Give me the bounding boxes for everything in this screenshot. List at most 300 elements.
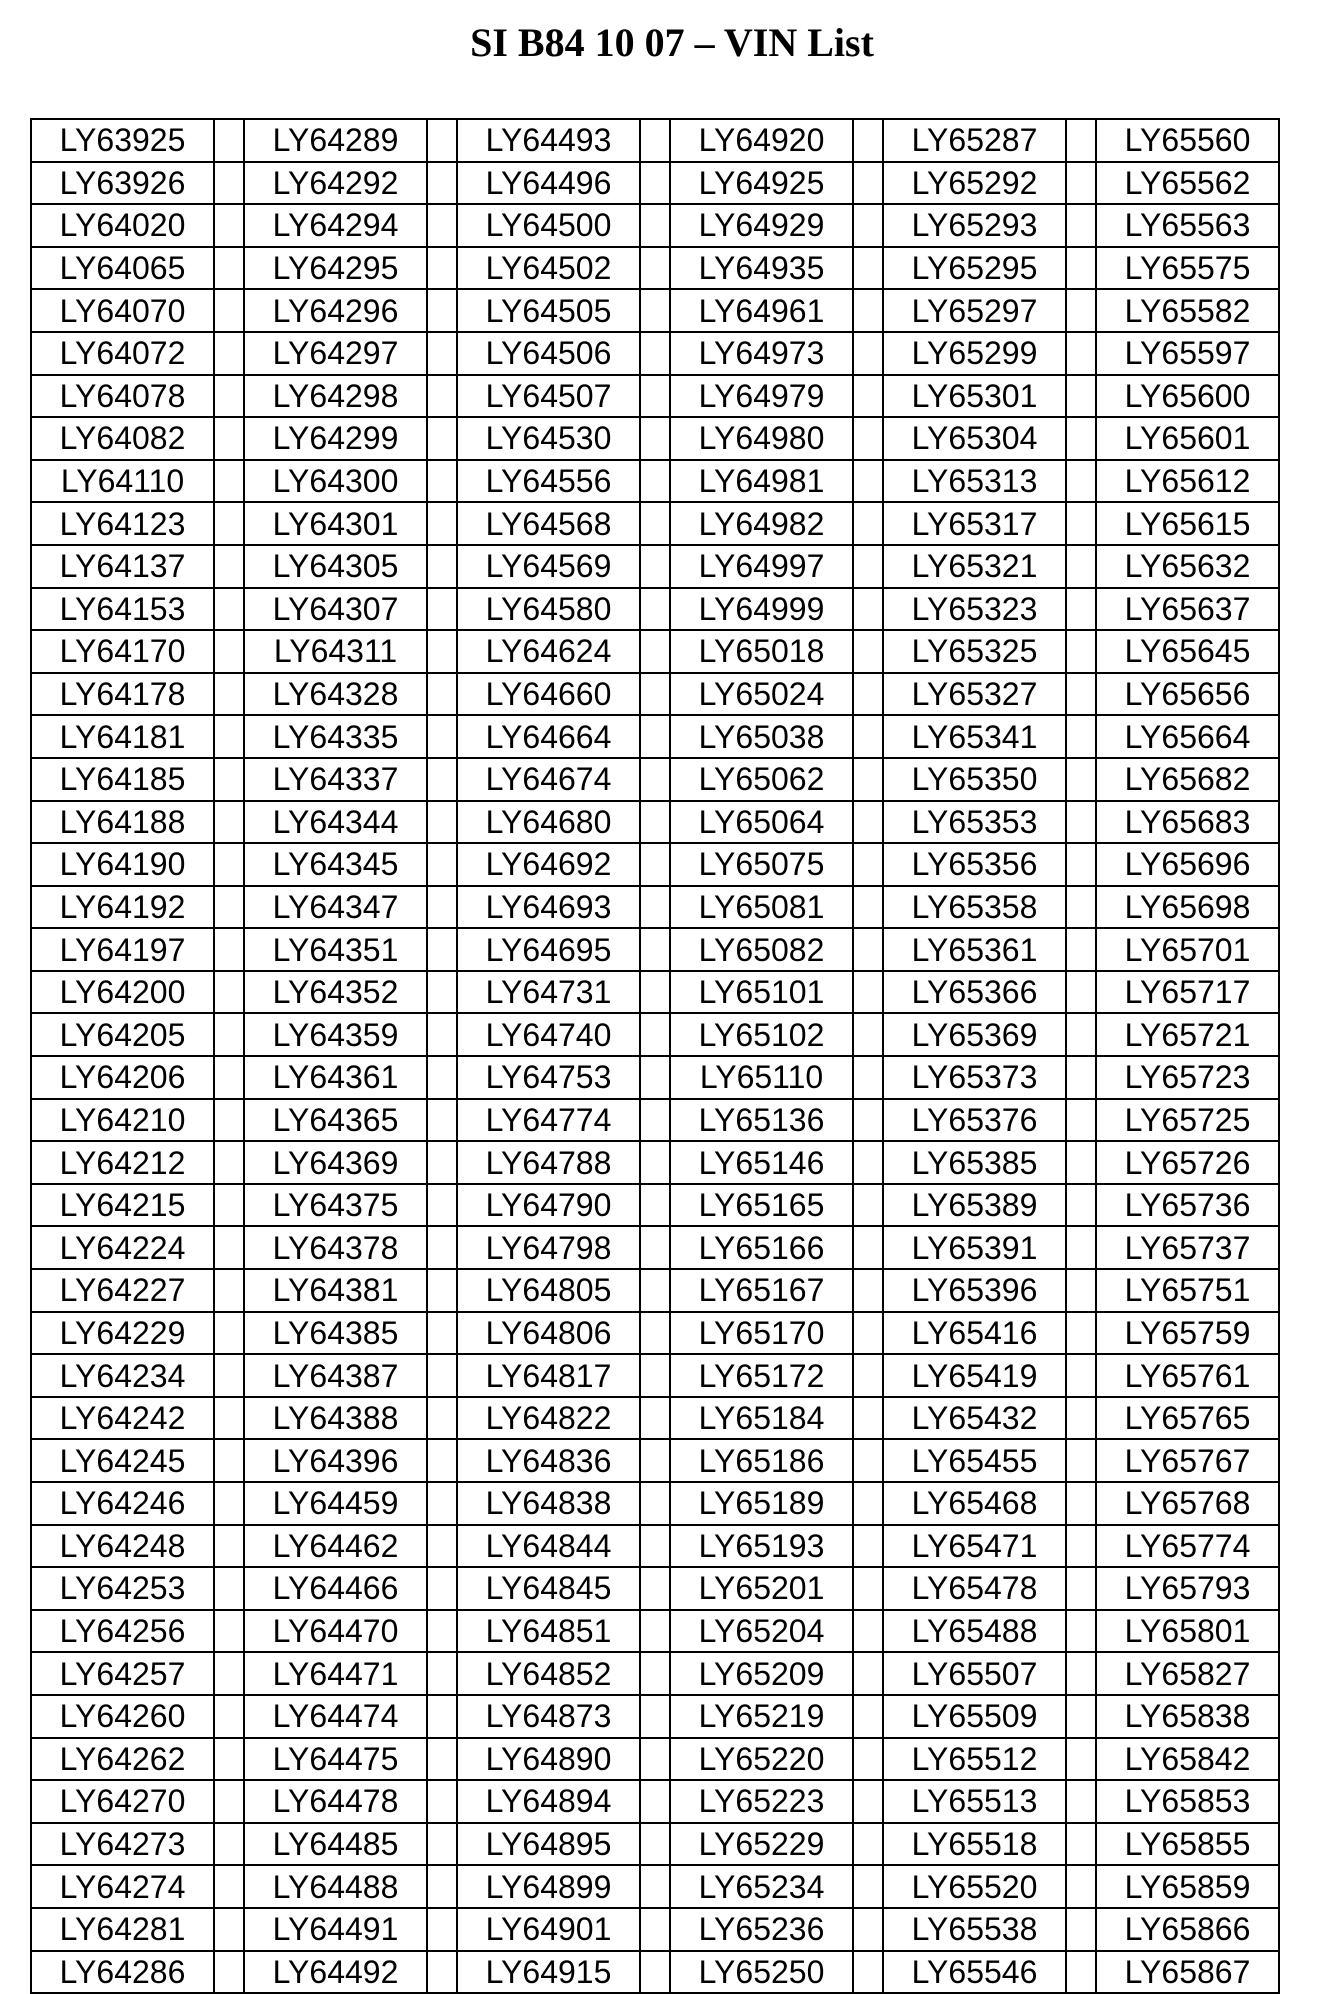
- vin-cell: LY64997: [670, 545, 853, 588]
- table-row: [31, 928, 1279, 971]
- spacer-cell: [853, 801, 883, 844]
- spacer-cell: [853, 332, 883, 375]
- spacer-cell: [427, 247, 457, 290]
- vin-cell: LY65751: [1096, 1269, 1279, 1312]
- spacer-cell: [640, 1226, 670, 1269]
- spacer-cell: [1066, 502, 1096, 545]
- spacer-cell: [427, 1610, 457, 1653]
- vin-cell: LY65323: [883, 588, 1066, 631]
- vin-cell: LY65299: [883, 332, 1066, 375]
- spacer-cell: [1066, 1610, 1096, 1653]
- vin-cell: LY65725: [1096, 1099, 1279, 1142]
- vin-cell: LY65373: [883, 1056, 1066, 1099]
- vin-cell: LY65165: [670, 1184, 853, 1227]
- spacer-cell: [1066, 1482, 1096, 1525]
- table-row: [31, 417, 1279, 460]
- spacer-cell: [853, 928, 883, 971]
- vin-cell: LY64485: [244, 1823, 427, 1866]
- table-row: [31, 162, 1279, 205]
- spacer-cell: [427, 289, 457, 332]
- vin-cell: LY65204: [670, 1610, 853, 1653]
- table-row: [31, 715, 1279, 758]
- spacer-cell: [427, 1141, 457, 1184]
- vin-cell: LY64556: [457, 460, 640, 503]
- table-row: [31, 588, 1279, 631]
- spacer-cell: [640, 1951, 670, 1994]
- vin-cell: LY64344: [244, 801, 427, 844]
- spacer-cell: [853, 1567, 883, 1610]
- spacer-cell: [853, 1397, 883, 1440]
- spacer-cell: [1066, 1695, 1096, 1738]
- vin-cell: LY65209: [670, 1652, 853, 1695]
- spacer-cell: [214, 375, 244, 418]
- page-title: SI B84 10 07 – VIN List: [470, 20, 874, 65]
- spacer-cell: [640, 545, 670, 588]
- spacer-cell: [427, 204, 457, 247]
- vin-cell: LY64281: [31, 1908, 214, 1951]
- vin-cell: LY64351: [244, 928, 427, 971]
- vin-cell: LY64300: [244, 460, 427, 503]
- vin-cell: LY64256: [31, 1610, 214, 1653]
- spacer-cell: [427, 758, 457, 801]
- vin-cell: LY64660: [457, 673, 640, 716]
- table-row: [31, 545, 1279, 588]
- spacer-cell: [427, 886, 457, 929]
- spacer-cell: [427, 1184, 457, 1227]
- table-row: [31, 1695, 1279, 1738]
- vin-cell: LY65219: [670, 1695, 853, 1738]
- spacer-cell: [214, 1610, 244, 1653]
- spacer-cell: [853, 1780, 883, 1823]
- vin-cell: LY64307: [244, 588, 427, 631]
- vin-cell: LY65024: [670, 673, 853, 716]
- spacer-cell: [214, 843, 244, 886]
- vin-cell: LY64078: [31, 375, 214, 418]
- spacer-cell: [640, 119, 670, 162]
- vin-cell: LY64123: [31, 502, 214, 545]
- vin-cell: LY65166: [670, 1226, 853, 1269]
- spacer-cell: [853, 1354, 883, 1397]
- vin-cell: LY65612: [1096, 460, 1279, 503]
- vin-cell: LY64753: [457, 1056, 640, 1099]
- table-row: [31, 375, 1279, 418]
- vin-cell: LY64901: [457, 1908, 640, 1951]
- vin-cell: LY65468: [883, 1482, 1066, 1525]
- vin-cell: LY64899: [457, 1865, 640, 1908]
- spacer-cell: [427, 1738, 457, 1781]
- vin-cell: LY64227: [31, 1269, 214, 1312]
- vin-cell: LY64292: [244, 162, 427, 205]
- vin-cell: LY64352: [244, 971, 427, 1014]
- spacer-cell: [214, 1141, 244, 1184]
- vin-cell: LY64492: [244, 1951, 427, 1994]
- vin-cell: LY64190: [31, 843, 214, 886]
- spacer-cell: [214, 1951, 244, 1994]
- spacer-cell: [853, 1610, 883, 1653]
- spacer-cell: [640, 1312, 670, 1355]
- spacer-cell: [640, 1865, 670, 1908]
- spacer-cell: [427, 162, 457, 205]
- spacer-cell: [1066, 1312, 1096, 1355]
- spacer-cell: [214, 1397, 244, 1440]
- vin-cell: LY65866: [1096, 1908, 1279, 1951]
- spacer-cell: [853, 758, 883, 801]
- vin-cell: LY65488: [883, 1610, 1066, 1653]
- vin-cell: LY64788: [457, 1141, 640, 1184]
- spacer-cell: [214, 971, 244, 1014]
- vin-cell: LY64020: [31, 204, 214, 247]
- vin-cell: LY65455: [883, 1439, 1066, 1482]
- spacer-cell: [640, 1695, 670, 1738]
- vin-cell: LY64838: [457, 1482, 640, 1525]
- vin-cell: LY64980: [670, 417, 853, 460]
- vin-cell: LY64210: [31, 1099, 214, 1142]
- spacer-cell: [1066, 162, 1096, 205]
- vin-cell: LY64262: [31, 1738, 214, 1781]
- vin-cell: LY64836: [457, 1439, 640, 1482]
- vin-cell: LY63925: [31, 119, 214, 162]
- table-row: [31, 1184, 1279, 1227]
- vin-cell: LY65358: [883, 886, 1066, 929]
- vin-cell: LY64568: [457, 502, 640, 545]
- vin-cell: LY64500: [457, 204, 640, 247]
- vin-cell: LY65327: [883, 673, 1066, 716]
- spacer-cell: [427, 332, 457, 375]
- spacer-cell: [640, 1013, 670, 1056]
- table-row: [31, 502, 1279, 545]
- vin-cell: LY65701: [1096, 928, 1279, 971]
- vin-cell: LY64890: [457, 1738, 640, 1781]
- vin-cell: LY64507: [457, 375, 640, 418]
- vin-cell: LY64851: [457, 1610, 640, 1653]
- vin-cell: LY65292: [883, 162, 1066, 205]
- spacer-cell: [427, 588, 457, 631]
- vin-cell: LY65538: [883, 1908, 1066, 1951]
- vin-cell: LY65369: [883, 1013, 1066, 1056]
- spacer-cell: [640, 1397, 670, 1440]
- vin-cell: LY65698: [1096, 886, 1279, 929]
- spacer-cell: [214, 758, 244, 801]
- vin-cell: LY65193: [670, 1525, 853, 1568]
- spacer-cell: [214, 715, 244, 758]
- table-row: [31, 1312, 1279, 1355]
- vin-cell: LY65471: [883, 1525, 1066, 1568]
- vin-cell: LY64365: [244, 1099, 427, 1142]
- vin-cell: LY64396: [244, 1439, 427, 1482]
- vin-cell: LY65615: [1096, 502, 1279, 545]
- vin-cell: LY65723: [1096, 1056, 1279, 1099]
- vin-cell: LY65761: [1096, 1354, 1279, 1397]
- vin-cell: LY64806: [457, 1312, 640, 1355]
- vin-cell: LY64459: [244, 1482, 427, 1525]
- vin-cell: LY64345: [244, 843, 427, 886]
- vin-cell: LY64301: [244, 502, 427, 545]
- vin-cell: LY64664: [457, 715, 640, 758]
- vin-cell: LY65082: [670, 928, 853, 971]
- spacer-cell: [214, 1567, 244, 1610]
- spacer-cell: [853, 971, 883, 1014]
- spacer-cell: [214, 119, 244, 162]
- vin-cell: LY65287: [883, 119, 1066, 162]
- spacer-cell: [427, 1099, 457, 1142]
- spacer-cell: [853, 673, 883, 716]
- table-row: [31, 1567, 1279, 1610]
- vin-cell: LY65768: [1096, 1482, 1279, 1525]
- spacer-cell: [427, 1439, 457, 1482]
- vin-cell: LY64920: [670, 119, 853, 162]
- spacer-cell: [640, 758, 670, 801]
- vin-cell: LY64197: [31, 928, 214, 971]
- table-row: [31, 1013, 1279, 1056]
- vin-cell: LY64999: [670, 588, 853, 631]
- vin-cell: LY64082: [31, 417, 214, 460]
- spacer-cell: [640, 1525, 670, 1568]
- table-row: [31, 1738, 1279, 1781]
- vin-cell: LY64335: [244, 715, 427, 758]
- vin-cell: LY64466: [244, 1567, 427, 1610]
- vin-cell: LY64257: [31, 1652, 214, 1695]
- spacer-cell: [853, 1695, 883, 1738]
- spacer-cell: [640, 460, 670, 503]
- vin-cell: LY64817: [457, 1354, 640, 1397]
- spacer-cell: [1066, 1823, 1096, 1866]
- spacer-cell: [853, 1951, 883, 1994]
- vin-cell: LY64296: [244, 289, 427, 332]
- spacer-cell: [853, 247, 883, 290]
- vin-cell: LY65582: [1096, 289, 1279, 332]
- vin-cell: LY65350: [883, 758, 1066, 801]
- vin-cell: LY65167: [670, 1269, 853, 1312]
- vin-cell: LY65172: [670, 1354, 853, 1397]
- vin-cell: LY64297: [244, 332, 427, 375]
- vin-cell: LY65600: [1096, 375, 1279, 418]
- spacer-cell: [853, 1865, 883, 1908]
- vin-cell: LY64798: [457, 1226, 640, 1269]
- vin-cell: LY64347: [244, 886, 427, 929]
- spacer-cell: [853, 1823, 883, 1866]
- spacer-cell: [214, 1226, 244, 1269]
- spacer-cell: [640, 1354, 670, 1397]
- spacer-cell: [1066, 1908, 1096, 1951]
- vin-cell: LY65774: [1096, 1525, 1279, 1568]
- spacer-cell: [427, 1951, 457, 1994]
- vin-cell: LY65682: [1096, 758, 1279, 801]
- spacer-cell: [853, 1652, 883, 1695]
- vin-cell: LY64369: [244, 1141, 427, 1184]
- spacer-cell: [427, 630, 457, 673]
- vin-cell: LY64359: [244, 1013, 427, 1056]
- spacer-cell: [853, 545, 883, 588]
- vin-cell: LY65250: [670, 1951, 853, 1994]
- vin-cell: LY64215: [31, 1184, 214, 1227]
- table-row: [31, 1397, 1279, 1440]
- vin-cell: LY64530: [457, 417, 640, 460]
- vin-cell: LY64065: [31, 247, 214, 290]
- vin-cell: LY64375: [244, 1184, 427, 1227]
- spacer-cell: [427, 928, 457, 971]
- vin-cell: LY65184: [670, 1397, 853, 1440]
- vin-cell: LY64305: [244, 545, 427, 588]
- spacer-cell: [640, 1439, 670, 1482]
- spacer-cell: [640, 843, 670, 886]
- spacer-cell: [1066, 1567, 1096, 1610]
- vin-cell: LY65419: [883, 1354, 1066, 1397]
- spacer-cell: [1066, 119, 1096, 162]
- vin-cell: LY65853: [1096, 1780, 1279, 1823]
- vin-cell: LY65513: [883, 1780, 1066, 1823]
- spacer-cell: [640, 332, 670, 375]
- vin-cell: LY65391: [883, 1226, 1066, 1269]
- table-row: [31, 460, 1279, 503]
- table-row: [31, 119, 1279, 162]
- vin-cell: LY65064: [670, 801, 853, 844]
- vin-cell: LY64072: [31, 332, 214, 375]
- spacer-cell: [427, 1567, 457, 1610]
- spacer-cell: [427, 1865, 457, 1908]
- vin-cell: LY64502: [457, 247, 640, 290]
- spacer-cell: [853, 1439, 883, 1482]
- spacer-cell: [1066, 588, 1096, 631]
- spacer-cell: [640, 588, 670, 631]
- table-row: [31, 630, 1279, 673]
- table-row: [31, 673, 1279, 716]
- spacer-cell: [214, 1013, 244, 1056]
- spacer-cell: [640, 673, 670, 716]
- vin-cell: LY65301: [883, 375, 1066, 418]
- spacer-cell: [853, 843, 883, 886]
- spacer-cell: [1066, 1269, 1096, 1312]
- spacer-cell: [853, 1013, 883, 1056]
- vin-cell: LY65236: [670, 1908, 853, 1951]
- spacer-cell: [640, 1099, 670, 1142]
- vin-cell: LY64774: [457, 1099, 640, 1142]
- spacer-cell: [1066, 1141, 1096, 1184]
- vin-cell: LY65765: [1096, 1397, 1279, 1440]
- spacer-cell: [427, 1354, 457, 1397]
- spacer-cell: [1066, 247, 1096, 290]
- table-row: [31, 886, 1279, 929]
- table-row: [31, 1525, 1279, 1568]
- spacer-cell: [853, 1525, 883, 1568]
- spacer-cell: [853, 1056, 883, 1099]
- vin-cell: LY64506: [457, 332, 640, 375]
- vin-cell: LY64245: [31, 1439, 214, 1482]
- spacer-cell: [640, 247, 670, 290]
- spacer-cell: [640, 502, 670, 545]
- vin-cell: LY65018: [670, 630, 853, 673]
- vin-cell: LY65793: [1096, 1567, 1279, 1610]
- spacer-cell: [214, 1056, 244, 1099]
- vin-cell: LY65512: [883, 1738, 1066, 1781]
- vin-cell: LY65101: [670, 971, 853, 1014]
- vin-cell: LY65313: [883, 460, 1066, 503]
- vin-cell: LY64973: [670, 332, 853, 375]
- spacer-cell: [427, 1269, 457, 1312]
- spacer-cell: [853, 162, 883, 205]
- spacer-cell: [214, 1525, 244, 1568]
- spacer-cell: [427, 673, 457, 716]
- spacer-cell: [640, 1482, 670, 1525]
- spacer-cell: [214, 928, 244, 971]
- spacer-cell: [214, 673, 244, 716]
- spacer-cell: [1066, 1226, 1096, 1269]
- vin-cell: LY65110: [670, 1056, 853, 1099]
- vin-cell: LY65353: [883, 801, 1066, 844]
- vin-cell: LY64229: [31, 1312, 214, 1355]
- vin-cell: LY64328: [244, 673, 427, 716]
- spacer-cell: [1066, 1056, 1096, 1099]
- vin-cell: LY64361: [244, 1056, 427, 1099]
- vin-cell: LY65759: [1096, 1312, 1279, 1355]
- spacer-cell: [640, 375, 670, 418]
- vin-cell: LY65509: [883, 1695, 1066, 1738]
- spacer-cell: [640, 1823, 670, 1866]
- spacer-cell: [1066, 289, 1096, 332]
- spacer-cell: [640, 417, 670, 460]
- spacer-cell: [640, 1056, 670, 1099]
- spacer-cell: [427, 545, 457, 588]
- table-row: [31, 332, 1279, 375]
- vin-cell: LY64740: [457, 1013, 640, 1056]
- spacer-cell: [214, 1099, 244, 1142]
- vin-cell: LY64693: [457, 886, 640, 929]
- spacer-cell: [427, 843, 457, 886]
- vin-cell: LY64137: [31, 545, 214, 588]
- spacer-cell: [853, 204, 883, 247]
- vin-cell: LY64299: [244, 417, 427, 460]
- spacer-cell: [1066, 1865, 1096, 1908]
- spacer-cell: [214, 588, 244, 631]
- spacer-cell: [853, 1908, 883, 1951]
- spacer-cell: [427, 1312, 457, 1355]
- vin-cell: LY65293: [883, 204, 1066, 247]
- spacer-cell: [1066, 1738, 1096, 1781]
- spacer-cell: [427, 1823, 457, 1866]
- vin-cell: LY64470: [244, 1610, 427, 1653]
- vin-cell: LY65518: [883, 1823, 1066, 1866]
- spacer-cell: [214, 1823, 244, 1866]
- vin-cell: LY64844: [457, 1525, 640, 1568]
- spacer-cell: [640, 715, 670, 758]
- vin-cell: LY65637: [1096, 588, 1279, 631]
- vin-cell: LY65563: [1096, 204, 1279, 247]
- vin-cell: LY65838: [1096, 1695, 1279, 1738]
- vin-cell: LY64224: [31, 1226, 214, 1269]
- table-row: [31, 1865, 1279, 1908]
- table-row: [31, 289, 1279, 332]
- vin-cell: LY65102: [670, 1013, 853, 1056]
- spacer-cell: [853, 630, 883, 673]
- vin-cell: LY65170: [670, 1312, 853, 1355]
- vin-cell: LY64580: [457, 588, 640, 631]
- vin-cell: LY64181: [31, 715, 214, 758]
- spacer-cell: [640, 971, 670, 1014]
- spacer-cell: [214, 1908, 244, 1951]
- vin-cell: LY64295: [244, 247, 427, 290]
- spacer-cell: [427, 460, 457, 503]
- spacer-cell: [1066, 1951, 1096, 1994]
- vin-cell: LY65597: [1096, 332, 1279, 375]
- spacer-cell: [1066, 204, 1096, 247]
- spacer-cell: [853, 289, 883, 332]
- spacer-cell: [640, 1780, 670, 1823]
- spacer-cell: [853, 1226, 883, 1269]
- vin-cell: LY64731: [457, 971, 640, 1014]
- spacer-cell: [214, 332, 244, 375]
- vin-cell: LY65767: [1096, 1439, 1279, 1482]
- spacer-cell: [427, 971, 457, 1014]
- spacer-cell: [1066, 715, 1096, 758]
